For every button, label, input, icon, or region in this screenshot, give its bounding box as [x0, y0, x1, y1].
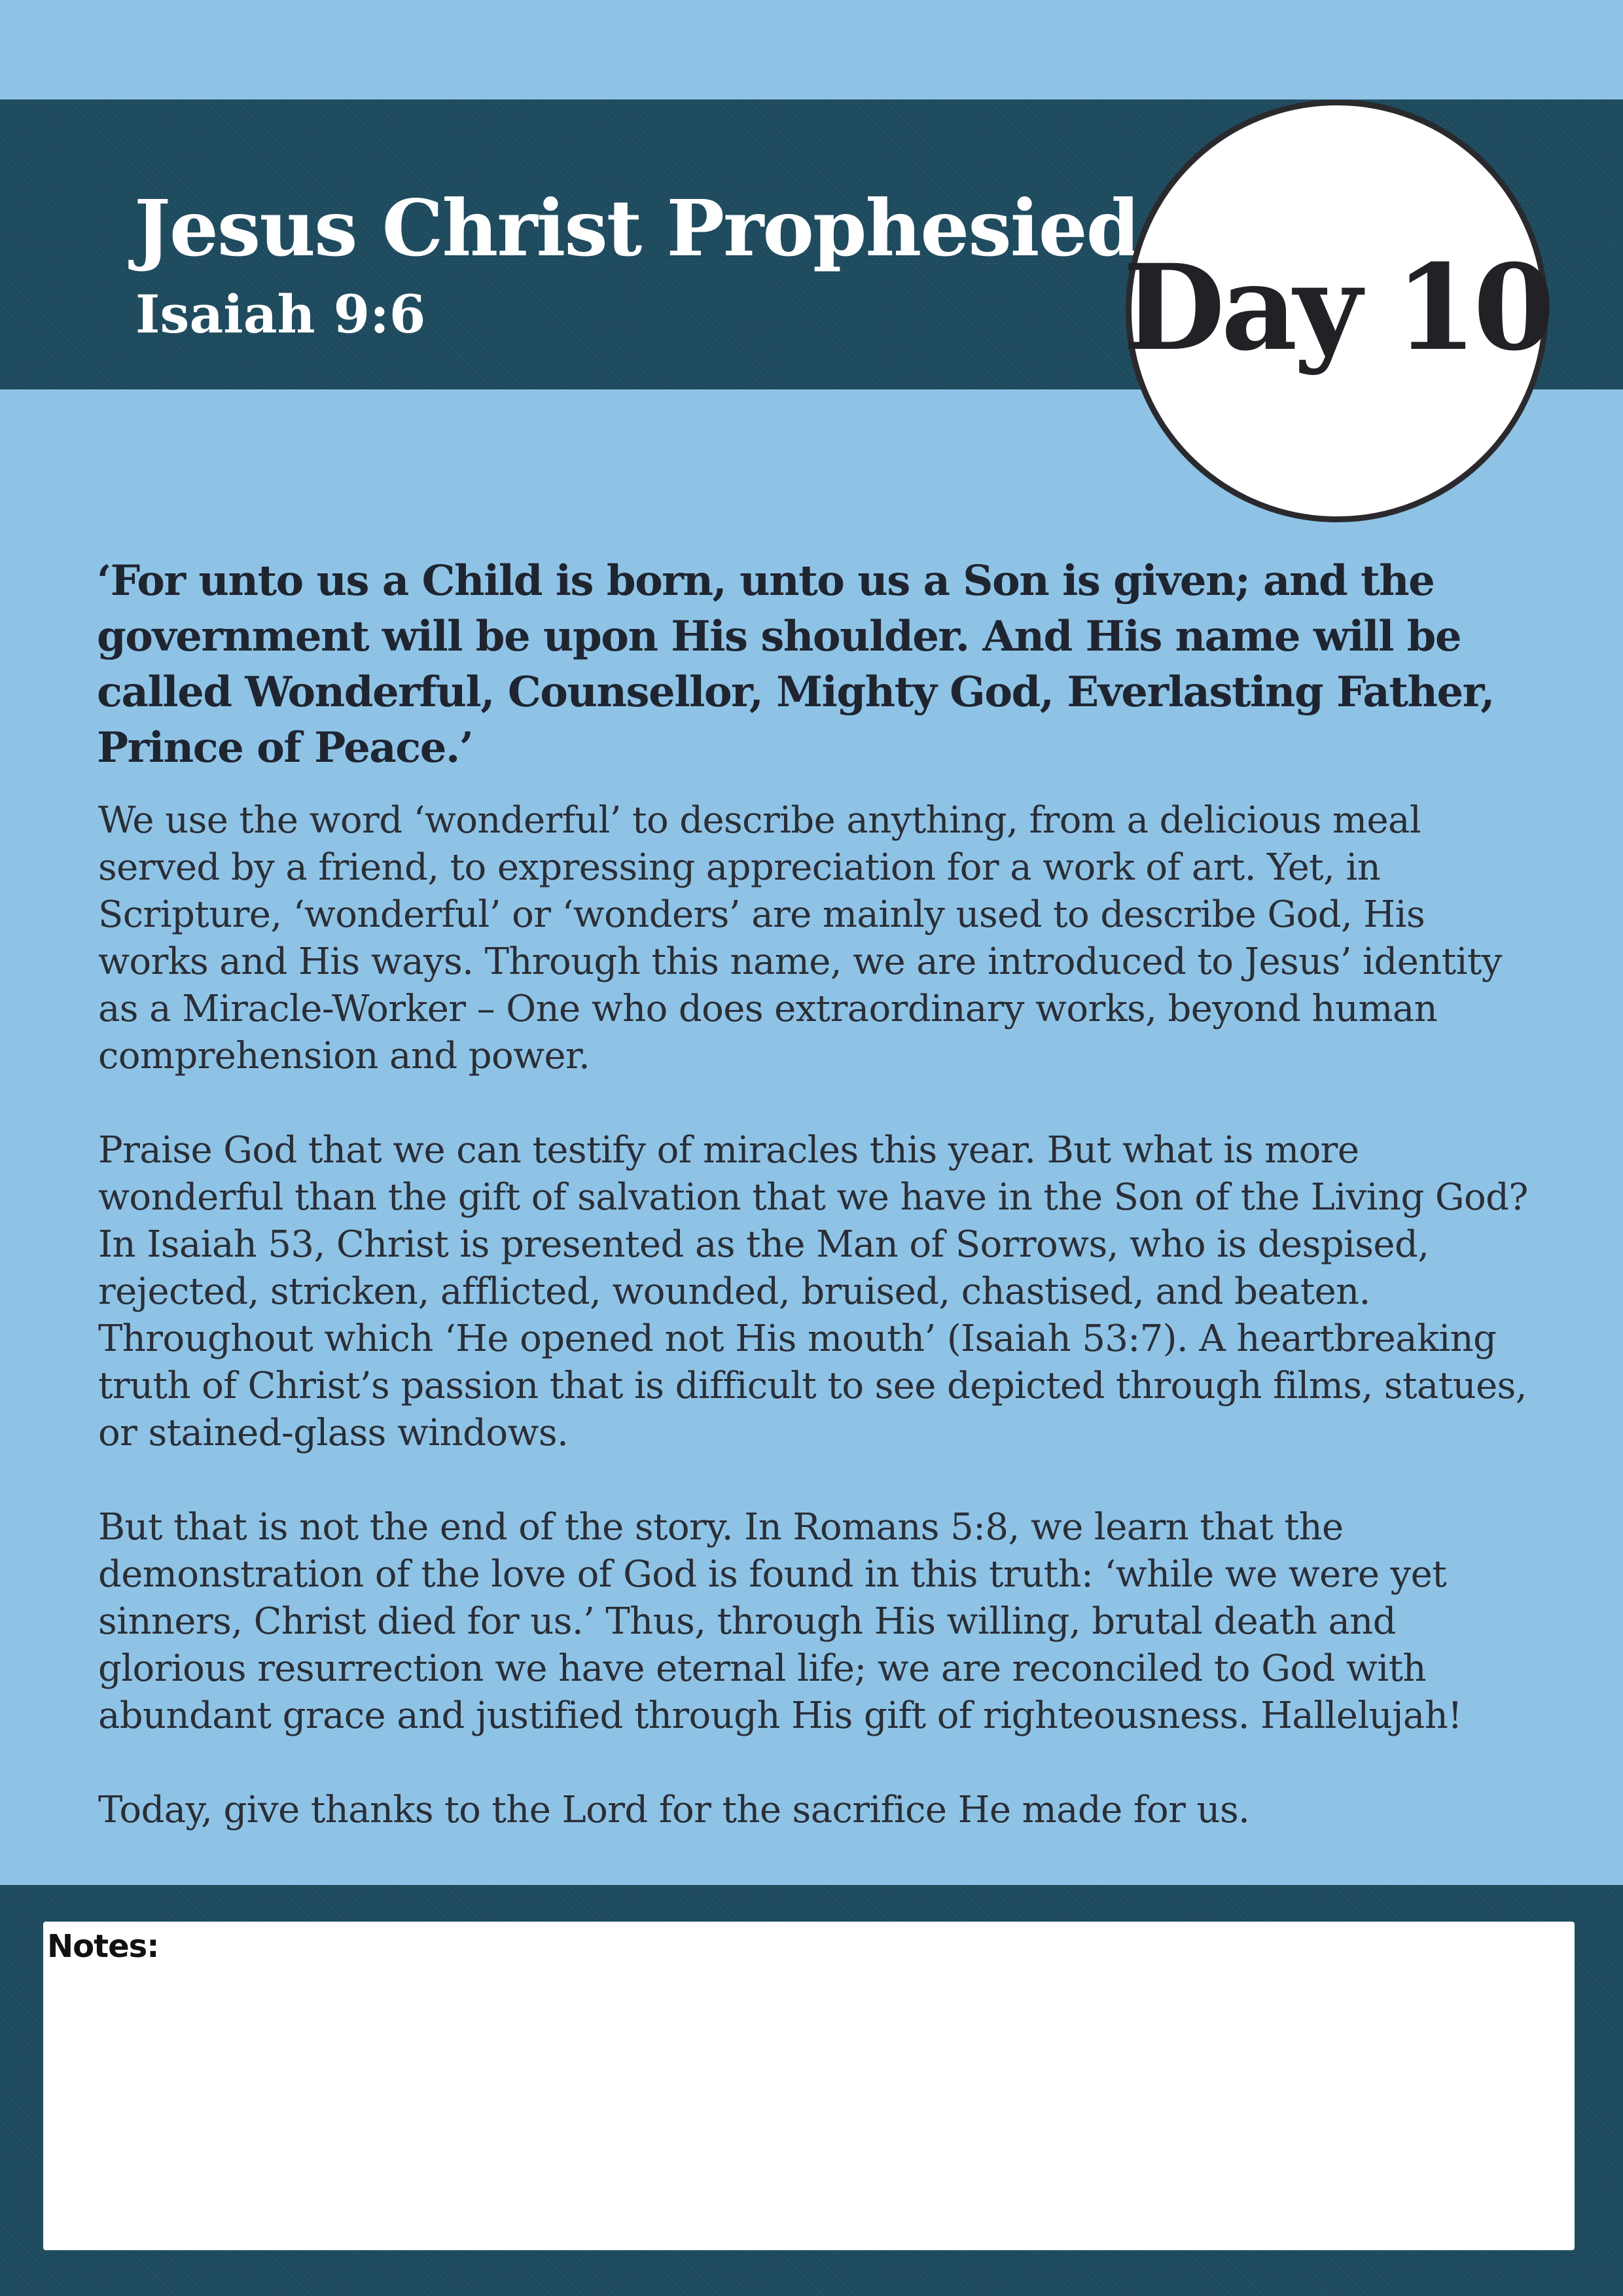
notes-area[interactable] — [43, 1922, 1575, 2250]
paragraph: But that is not the end of the story. In Romans 5:8, we learn that the demonstration of the love of God is found in this truth: ‘while we were yet sinners, Christ died for us.’ Thus, through His willing, brutal death and glorious resurrection we have eternal life; we are reconciled to God with abundant grace and justified through His gift of righteousness. Hallelujah! — [98, 1506, 1463, 1737]
scripture-reference: Isaiah 9:6 — [135, 283, 426, 345]
day-badge — [1122, 99, 1552, 522]
paragraph: Praise God that we can testify of miracles this year. But what is more wonderful than the gift of salvation that we have in the Son of the Living God? In Isaiah 53, Christ is presented as the Man of Sorrows, who is despised, rejected, stricken, afflicted, wounded, bruised, chastised, and beaten. Throughout which ‘He opened not His mouth’ (Isaiah 53:7). A heartbreaking truth of Christ’s passion that is difficult to see depicted through films, statues, or stained-glass windows. — [98, 1129, 1528, 1454]
day-badge-label: Day 10 — [1122, 238, 1552, 377]
notes-label: Notes: — [47, 1928, 159, 1965]
paragraph: Today, give thanks to the Lord for the sacrifice He made for us. — [98, 1789, 1250, 1831]
paragraph: We use the word ‘wonderful’ to describe anything, from a delicious meal served by a friend, to expressing appreciation for a work of art. Yet, in Scripture, ‘wonderful’ or ‘wonders’ are mainly used to describe God, His works and His ways. Through this name, we are introduced to Jesus’ identity as a Miracle-Worker – One who does extraordinary works, beyond human comprehension and power. — [98, 799, 1502, 1077]
devotional-body — [98, 797, 1531, 1881]
page-title: Jesus Christ Prophesied — [134, 183, 1139, 274]
scripture-quote: ‘For unto us a Child is born, unto us a Son is given; and the government will be upon His shoulder. And His name will be called Wonderful, Counsellor, Mighty God, Everlasting Father, Prince of Peace.’ — [97, 556, 1495, 772]
